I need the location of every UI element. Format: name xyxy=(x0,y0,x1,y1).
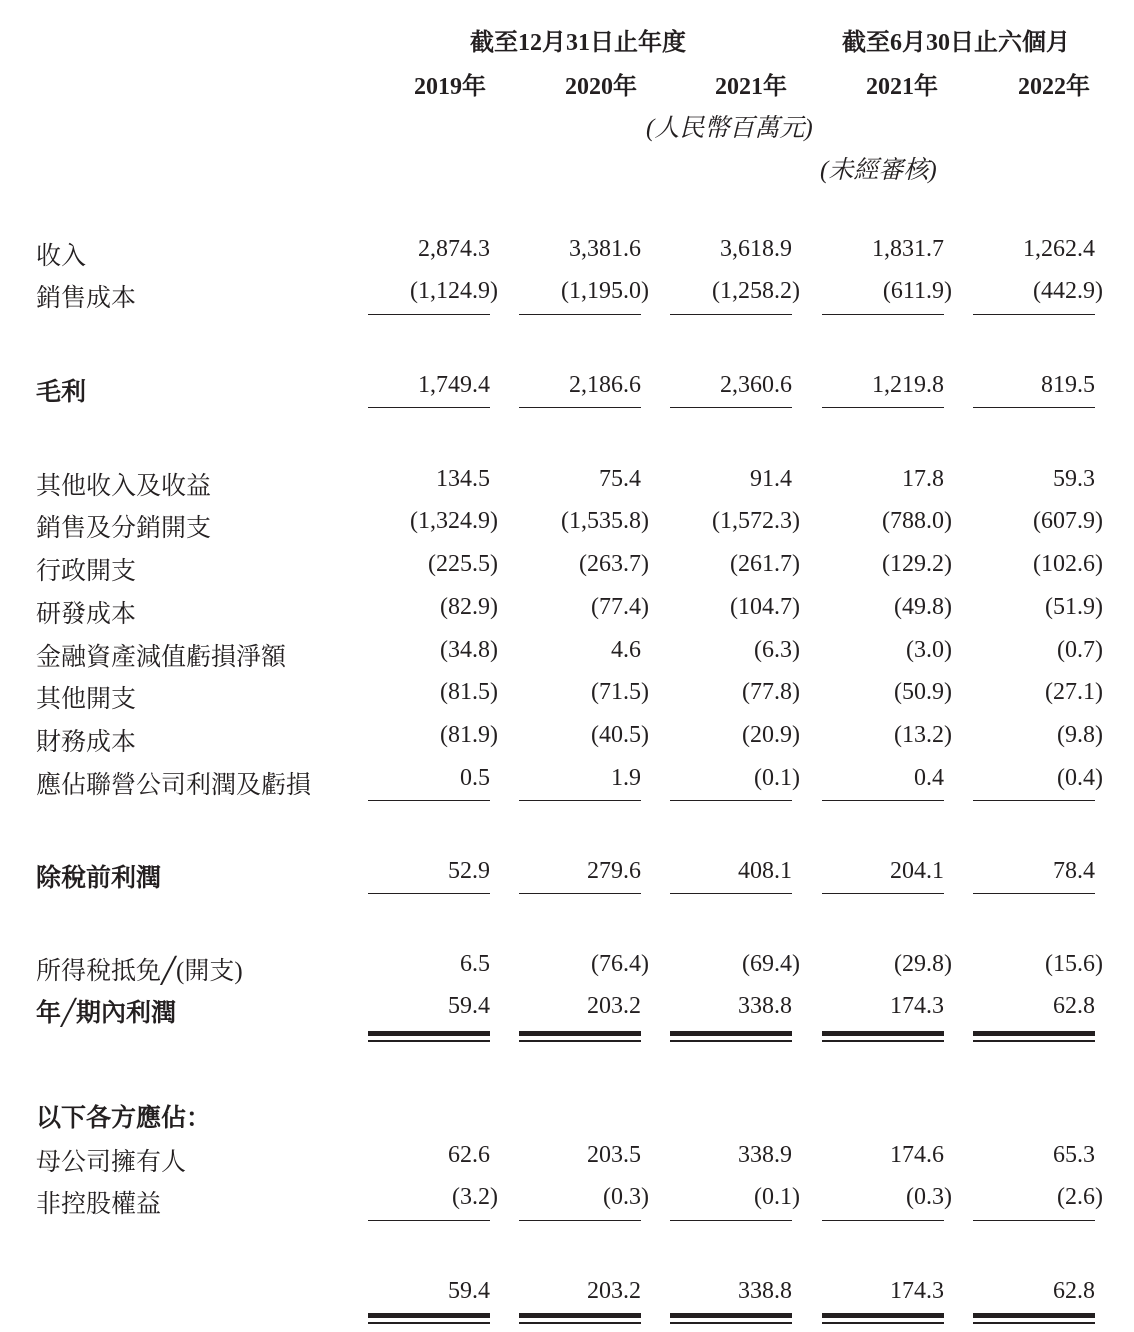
single-underline xyxy=(822,893,944,894)
value-cell: 62.6 xyxy=(448,1142,490,1168)
row-label-profit-before-tax: 除稅前利潤 xyxy=(36,865,162,892)
value-cell: (71.5) xyxy=(591,679,649,705)
value-cell: 0.5 xyxy=(460,765,490,791)
value-cell: 204.1 xyxy=(890,858,944,884)
single-underline xyxy=(973,1220,1095,1221)
single-underline xyxy=(973,800,1095,801)
value-cell: 1.9 xyxy=(611,765,641,791)
period-header-six-months: 截至6月30日止六個月 xyxy=(842,30,1070,56)
value-cell: 6.5 xyxy=(460,951,490,977)
double-underline-top xyxy=(670,1313,792,1318)
row-label-other-income: 其他收入及收益 xyxy=(36,473,212,500)
value-cell: (51.9) xyxy=(1045,594,1103,620)
year-header-5: 2022年 xyxy=(1018,74,1090,100)
value-cell: 62.8 xyxy=(1053,1278,1095,1304)
double-underline-bottom xyxy=(519,1040,641,1042)
double-underline-top xyxy=(519,1031,641,1036)
value-cell: 91.4 xyxy=(750,466,792,492)
value-cell: 1,219.8 xyxy=(872,372,944,398)
value-cell: (607.9) xyxy=(1033,508,1103,534)
single-underline xyxy=(519,407,641,408)
double-underline-top xyxy=(822,1031,944,1036)
value-cell: (0.1) xyxy=(754,1184,800,1210)
value-cell: 17.8 xyxy=(902,466,944,492)
double-underline-bottom xyxy=(368,1322,490,1324)
double-underline-top xyxy=(368,1313,490,1318)
row-label-non-controlling: 非控股權益 xyxy=(36,1191,162,1218)
value-cell: (0.4) xyxy=(1057,765,1103,791)
value-cell: (50.9) xyxy=(894,679,952,705)
value-cell: (0.3) xyxy=(906,1184,952,1210)
value-cell: (81.9) xyxy=(440,722,498,748)
value-cell: (77.8) xyxy=(742,679,800,705)
value-cell: (6.3) xyxy=(754,637,800,663)
value-cell: 174.3 xyxy=(890,1278,944,1304)
value-cell: 279.6 xyxy=(587,858,641,884)
value-cell: 75.4 xyxy=(599,466,641,492)
value-cell: 134.5 xyxy=(436,466,490,492)
value-cell: (1,258.2) xyxy=(712,278,800,304)
unit-caption: (人民幣百萬元) xyxy=(646,115,813,142)
double-underline-bottom xyxy=(368,1040,490,1042)
row-label-rnd-costs: 研發成本 xyxy=(36,601,137,628)
row-label-impairment-losses: 金融資產減值虧損淨額 xyxy=(36,644,287,671)
value-cell: (261.7) xyxy=(730,551,800,577)
value-cell: 59.4 xyxy=(448,993,490,1019)
row-label-owners-of-parent: 母公司擁有人 xyxy=(36,1149,187,1176)
value-cell: (69.4) xyxy=(742,951,800,977)
value-cell: (13.2) xyxy=(894,722,952,748)
row-label-gross-profit: 毛利 xyxy=(36,379,87,406)
value-cell: (81.5) xyxy=(440,679,498,705)
value-cell: 3,618.9 xyxy=(720,236,792,262)
single-underline xyxy=(670,407,792,408)
single-underline xyxy=(519,1220,641,1221)
row-label-other-expenses: 其他開支 xyxy=(36,686,137,713)
value-cell: 1,262.4 xyxy=(1023,236,1095,262)
value-cell: (611.9) xyxy=(882,278,952,304)
value-cell: 338.9 xyxy=(738,1142,792,1168)
single-underline xyxy=(670,314,792,315)
value-cell: 78.4 xyxy=(1053,858,1095,884)
single-underline xyxy=(519,800,641,801)
single-underline xyxy=(822,314,944,315)
double-underline-bottom xyxy=(822,1322,944,1324)
single-underline xyxy=(519,314,641,315)
value-cell: 174.3 xyxy=(890,993,944,1019)
value-cell: (1,124.9) xyxy=(410,278,498,304)
row-label-share-of-associates: 應佔聯營公司利潤及虧損 xyxy=(36,772,312,799)
value-cell: (263.7) xyxy=(579,551,649,577)
row-label-attributable-to: 以下各方應佔： xyxy=(36,1105,212,1132)
value-cell: (82.9) xyxy=(440,594,498,620)
row-label-revenue: 收入 xyxy=(36,243,87,270)
double-underline-top xyxy=(822,1313,944,1318)
row-label-admin-expenses: 行政開支 xyxy=(36,558,137,585)
single-underline xyxy=(368,800,490,801)
value-cell: 203.2 xyxy=(587,1278,641,1304)
double-underline-top xyxy=(973,1313,1095,1318)
value-cell: (0.7) xyxy=(1057,637,1103,663)
value-cell: 4.6 xyxy=(611,637,641,663)
row-label-income-tax: 所得稅抵免╱(開支) xyxy=(36,958,243,985)
value-cell: 2,874.3 xyxy=(418,236,490,262)
value-cell: 52.9 xyxy=(448,858,490,884)
value-cell: (225.5) xyxy=(428,551,498,577)
value-cell: (442.9) xyxy=(1033,278,1103,304)
value-cell: 2,360.6 xyxy=(720,372,792,398)
value-cell: 2,186.6 xyxy=(569,372,641,398)
single-underline xyxy=(670,800,792,801)
value-cell: 203.2 xyxy=(587,993,641,1019)
value-cell: (1,195.0) xyxy=(561,278,649,304)
single-underline xyxy=(670,893,792,894)
value-cell: (1,535.8) xyxy=(561,508,649,534)
value-cell: (40.5) xyxy=(591,722,649,748)
value-cell: (3.2) xyxy=(452,1184,498,1210)
value-cell: (788.0) xyxy=(882,508,952,534)
double-underline-bottom xyxy=(670,1040,792,1042)
single-underline xyxy=(973,314,1095,315)
unaudited-caption: (未經審核) xyxy=(820,157,937,184)
single-underline xyxy=(519,893,641,894)
single-underline xyxy=(670,1220,792,1221)
row-label-finance-costs: 財務成本 xyxy=(36,729,137,756)
double-underline-bottom xyxy=(670,1322,792,1324)
single-underline xyxy=(368,407,490,408)
value-cell: 1,749.4 xyxy=(418,372,490,398)
value-cell: (104.7) xyxy=(730,594,800,620)
double-underline-top xyxy=(519,1313,641,1318)
single-underline xyxy=(368,1220,490,1221)
value-cell: 0.4 xyxy=(914,765,944,791)
double-underline-top xyxy=(973,1031,1095,1036)
value-cell: (2.6) xyxy=(1057,1184,1103,1210)
value-cell: 203.5 xyxy=(587,1142,641,1168)
value-cell: 65.3 xyxy=(1053,1142,1095,1168)
value-cell: 819.5 xyxy=(1041,372,1095,398)
value-cell: (9.8) xyxy=(1057,722,1103,748)
row-label-profit-for-period: 年╱期內利潤 xyxy=(36,1000,177,1027)
year-header-1: 2019年 xyxy=(414,74,486,100)
period-header-fiscal-year: 截至12月31日止年度 xyxy=(470,30,686,56)
single-underline xyxy=(822,1220,944,1221)
value-cell: (29.8) xyxy=(894,951,952,977)
value-cell: (129.2) xyxy=(882,551,952,577)
single-underline xyxy=(822,800,944,801)
year-header-2: 2020年 xyxy=(565,74,637,100)
double-underline-bottom xyxy=(973,1322,1095,1324)
value-cell: 174.6 xyxy=(890,1142,944,1168)
value-cell: (15.6) xyxy=(1045,951,1103,977)
single-underline xyxy=(822,407,944,408)
value-cell: (3.0) xyxy=(906,637,952,663)
double-underline-bottom xyxy=(973,1040,1095,1042)
value-cell: (34.8) xyxy=(440,637,498,663)
double-underline-top xyxy=(670,1031,792,1036)
value-cell: 338.8 xyxy=(738,1278,792,1304)
double-underline-bottom xyxy=(519,1322,641,1324)
double-underline-bottom xyxy=(822,1040,944,1042)
value-cell: 1,831.7 xyxy=(872,236,944,262)
value-cell: (102.6) xyxy=(1033,551,1103,577)
single-underline xyxy=(368,314,490,315)
value-cell: 62.8 xyxy=(1053,993,1095,1019)
year-header-4: 2021年 xyxy=(866,74,938,100)
value-cell: 3,381.6 xyxy=(569,236,641,262)
single-underline xyxy=(973,407,1095,408)
value-cell: (1,572.3) xyxy=(712,508,800,534)
value-cell: (0.1) xyxy=(754,765,800,791)
double-underline-top xyxy=(368,1031,490,1036)
value-cell: (1,324.9) xyxy=(410,508,498,534)
value-cell: 59.3 xyxy=(1053,466,1095,492)
row-label-cost-of-sales: 銷售成本 xyxy=(36,285,137,312)
single-underline xyxy=(973,893,1095,894)
value-cell: 338.8 xyxy=(738,993,792,1019)
value-cell: (49.8) xyxy=(894,594,952,620)
single-underline xyxy=(368,893,490,894)
value-cell: (76.4) xyxy=(591,951,649,977)
year-header-3: 2021年 xyxy=(715,74,787,100)
value-cell: (20.9) xyxy=(742,722,800,748)
value-cell: 59.4 xyxy=(448,1278,490,1304)
value-cell: (77.4) xyxy=(591,594,649,620)
value-cell: (27.1) xyxy=(1045,679,1103,705)
value-cell: (0.3) xyxy=(603,1184,649,1210)
row-label-selling-expenses: 銷售及分銷開支 xyxy=(36,515,212,542)
value-cell: 408.1 xyxy=(738,858,792,884)
